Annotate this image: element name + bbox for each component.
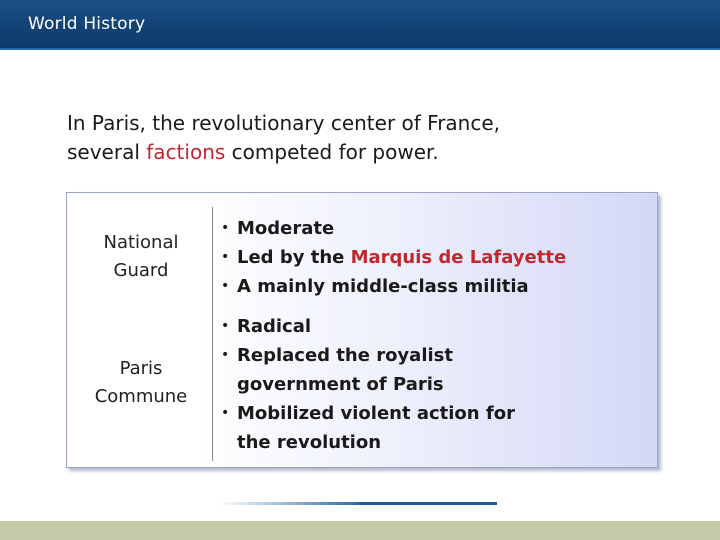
row-label-paris-commune (67, 355, 195, 411)
bullet-icon: • (221, 249, 230, 265)
bullet-icon: • (221, 347, 230, 363)
intro-line-1: In Paris, the revolutionary center of France, (67, 111, 501, 135)
list-item: • Mobilized violent action for the revolution (221, 399, 651, 457)
intro-line-2-before: several (67, 140, 147, 164)
column-divider (212, 207, 213, 461)
label-line: Paris (119, 358, 163, 379)
national-guard-bullets (221, 214, 651, 301)
factions-highlight: factions (146, 140, 226, 164)
bullet-icon: • (221, 318, 230, 334)
bullet-icon: • (221, 220, 230, 236)
bullet-icon: • (221, 405, 230, 421)
label-line: Guard (113, 260, 169, 281)
decorative-line-left (219, 502, 359, 505)
intro-line-2-after: competed for power. (225, 140, 439, 164)
intro-text (67, 109, 667, 167)
list-item: • Replaced the royalist government of Paris (221, 341, 651, 399)
header-bar (0, 0, 720, 50)
slide-title: World History (28, 14, 146, 34)
footer-bar (0, 521, 720, 540)
row-label-national-guard (67, 229, 195, 285)
lafayette-highlight: Marquis de Lafayette (350, 247, 567, 268)
bullet-icon: • (221, 278, 230, 294)
paris-commune-bullets (221, 312, 651, 457)
list-item: • A mainly middle-class militia (221, 272, 651, 301)
label-line: National (103, 232, 179, 253)
list-item: • Led by the Marquis de Lafayette (221, 243, 651, 272)
intro-line-2 (67, 138, 667, 167)
label-line: Commune (94, 386, 188, 407)
decorative-line-right (359, 502, 497, 505)
list-item: • Moderate (221, 214, 651, 243)
list-item: • Radical (221, 312, 651, 341)
factions-table (66, 192, 658, 468)
